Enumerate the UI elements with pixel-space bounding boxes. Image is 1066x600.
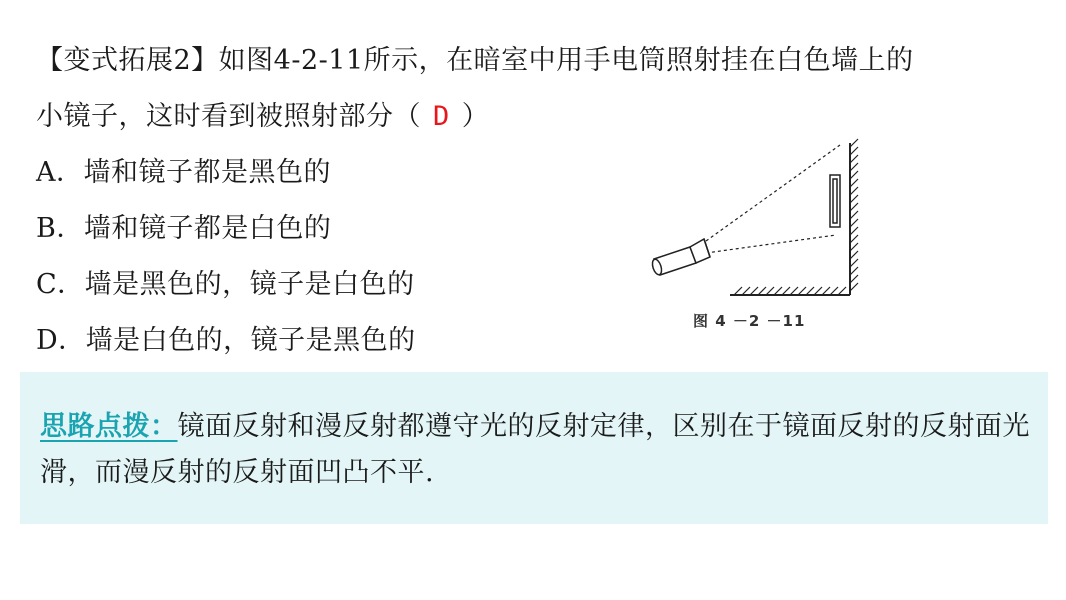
question-line-2 (36, 100, 489, 134)
hint-paragraph (40, 404, 1030, 496)
question-line-1: 【变式拓展2】如图4-2-11所示，在暗室中用手电筒照射挂在白色墙上的 (36, 45, 914, 76)
flashlight (651, 239, 710, 276)
mirror (830, 175, 840, 227)
question-line-2-prefix: 小镜子，这时看到被照射部分（ (36, 101, 421, 132)
light-rays (706, 145, 840, 253)
option-d: D．墙是白色的，镜子是黑色的 (36, 325, 416, 356)
option-c: C．墙是黑色的，镜子是白色的 (36, 269, 415, 300)
figure-caption: 图 4 －2 －11 (693, 312, 806, 330)
hint-body: 镜面反射和漫反射都遵守光的反射定律，区别在于镜面反射的反射面光滑，而漫反射的反射面凹凸不平. (40, 411, 1030, 488)
answer-letter: D (433, 101, 450, 132)
wall-hatching (850, 139, 858, 291)
hint-label: 思路点拨： (40, 411, 178, 442)
option-b: B．墙和镜子都是白色的 (36, 213, 332, 244)
option-a: A．墙和镜子都是黑色的 (36, 157, 331, 188)
flashlight-mirror-diagram (640, 135, 860, 335)
question-line-2-suffix: ） (461, 101, 490, 132)
floor-hatching (734, 287, 846, 295)
